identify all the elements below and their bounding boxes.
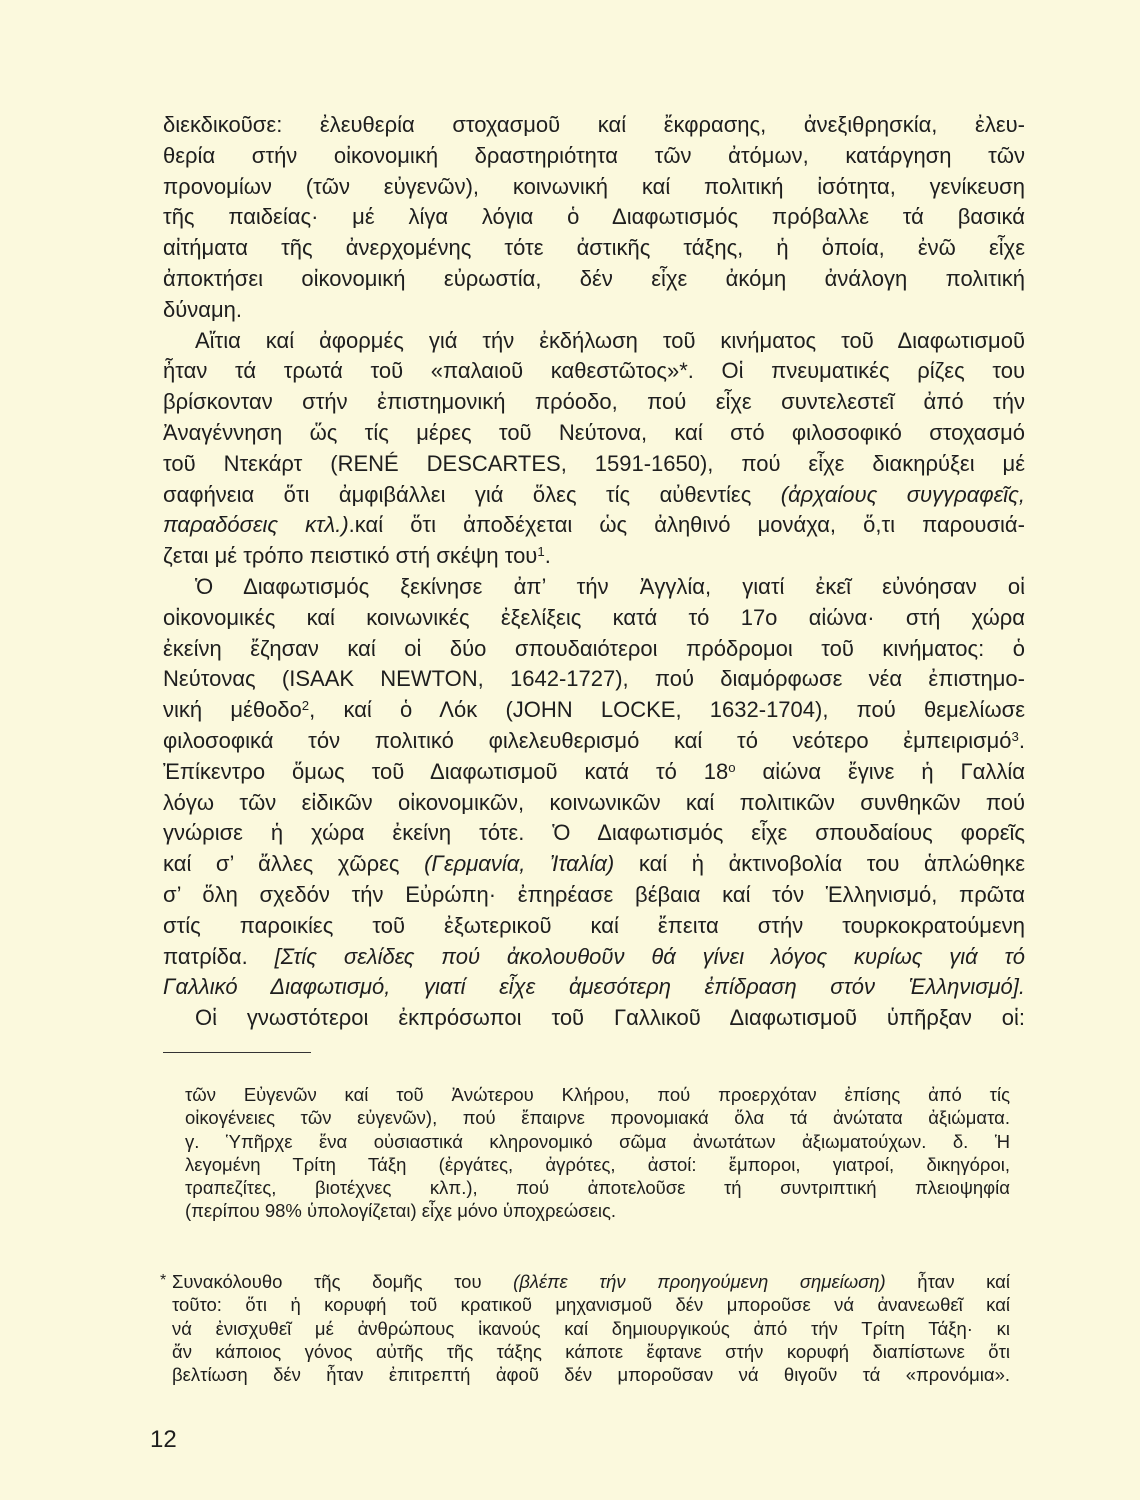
text-run: στίς παροικίες τοῦ ἐξωτερικοῦ καί ἔπειτα στήν τουρκοκρατούμενη xyxy=(163,912,1025,938)
text-line xyxy=(163,572,1025,603)
text-line xyxy=(172,1317,1010,1340)
text-run: βελτίωση δέν ἦταν ἐπιτρεπτή ἀφοῦ δέν μποροῦσαν νά θιγοῦν τά «προνόμια». xyxy=(172,1364,1010,1386)
text-line xyxy=(163,326,1025,357)
text-line xyxy=(163,449,1025,480)
footnote-asterisk xyxy=(172,1270,1010,1386)
paragraph xyxy=(163,326,1025,572)
text-line xyxy=(163,387,1025,418)
footnote-continued xyxy=(185,1083,1010,1223)
text-run: αἰτήματα τῆς ἀνερχομένης τότε ἀστικῆς τάξης, ἡ ὁποία, ἐνῶ εἶχε xyxy=(163,235,1025,261)
text-run: τῆς παιδείας· μέ λίγα λόγια ὁ Διαφωτισμός πρόβαλλε τά βασικά xyxy=(163,204,1025,230)
italic-run: (ἀρχαίους συγγραφεῖς, xyxy=(780,481,1025,507)
text-line xyxy=(163,541,1025,572)
text-run: προνομίων (τῶν εὐγενῶν), κοινωνική καί πολιτική ἰσότητα, γενίκευση xyxy=(163,173,1025,199)
paragraph xyxy=(163,110,1025,326)
text-line xyxy=(172,1340,1010,1363)
text-line xyxy=(163,233,1025,264)
text-line xyxy=(185,1176,1010,1199)
text-run: ἦταν τά τρωτά τοῦ «παλαιοῦ καθεστῶτος»*. Οἱ πνευματικές ρίζες του xyxy=(163,358,1025,384)
text-run: Συνακόλουθο τῆς δομῆς του xyxy=(172,1271,514,1292)
text-run: γ. Ὑπῆρχε ἕνα οὐσιαστικά κληρονομικό σῶμα ἀνωτάτων ἀξιωματούχων. δ. Ἡ xyxy=(185,1130,1010,1152)
page-number: 12 xyxy=(150,1426,177,1453)
footnote-reference: 3 xyxy=(1011,728,1019,744)
text-run: τοῦ Ντεκάρτ (RENÉ DESCARTES, 1591-1650), πού εἶχε διακηρύξει μέ xyxy=(163,450,1025,476)
text-run: οἰκογένειες τῶν εὐγενῶν), πού ἔπαιρνε προνομιακά ὅλα τά ἀνώτατα ἀξιώματα. xyxy=(185,1107,1010,1129)
text-line xyxy=(163,603,1025,634)
italic-run: [Στίς σελίδες πού ἀκολουθοῦν θά γίνει λόγος κυρίως γιά τό xyxy=(274,943,1025,969)
text-line xyxy=(163,911,1025,942)
text-run: σ’ ὅλη σχεδόν τήν Εὐρώπη· ἐπηρέασε βέβαια καί τόν Ἑλληνισμό, πρῶτα xyxy=(163,881,1025,907)
text-line xyxy=(163,510,1025,541)
text-run: Ἀναγέννηση ὥς τίς μέρες τοῦ Νεύτονα, καί στό φιλοσοφικό στοχασμό xyxy=(163,419,1025,445)
text-run: ἦταν καί xyxy=(885,1271,1010,1292)
text-line xyxy=(185,1199,1010,1222)
text-line xyxy=(163,818,1025,849)
text-line xyxy=(163,664,1025,695)
text-run: καί σ’ ἄλλες χῶρες xyxy=(163,851,425,877)
text-run: νά ἐνισχυθεῖ μέ ἀνθρώπους ἱκανούς καί δημιουργικούς ἀπό τήν Τρίτη Τάξη· κι xyxy=(172,1317,1010,1339)
footnote-reference: 2 xyxy=(301,697,310,713)
footnote-reference: o xyxy=(728,759,736,775)
text-line xyxy=(163,110,1025,141)
text-run: νική μέθοδο xyxy=(163,697,302,723)
text-run: λεγομένη Τρίτη Τάξη (ἐργάτες, ἀγρότες, ἀστοί: ἔμποροι, γιατροί, δικηγόροι, xyxy=(185,1153,1010,1175)
italic-run: (βλέπε τήν προηγούμενη σημείωση) xyxy=(513,1271,886,1292)
paragraph xyxy=(163,572,1025,1003)
text-run: Οἱ γνωστότεροι ἐκπρόσωποι τοῦ Γαλλικοῦ Διαφωτισμοῦ ὑπῆρξαν οἱ: xyxy=(195,1005,1025,1031)
text-run: τραπεζίτες, βιοτέχνες κλπ.), πού ἀποτελοῦσε τή συντριπτική πλειοψηφία xyxy=(185,1177,1010,1199)
text-line xyxy=(163,141,1025,172)
text-run: καί ἡ ἀκτινοβολία του ἁπλώθηκε xyxy=(614,851,1025,877)
text-run: τοῦτο: ὅτι ἡ κορυφή τοῦ κρατικοῦ μηχανισμοῦ δέν μποροῦσε νά ἀνανεωθεῖ καί xyxy=(172,1294,1010,1316)
text-line xyxy=(163,788,1025,819)
text-line xyxy=(163,264,1025,295)
text-run: βρίσκονταν στήν ἐπιστημονική πρόοδο, πού εἶχε συντελεστεῖ ἀπό τήν xyxy=(163,389,1025,415)
text-run: αἰώνα ἔγινε ἡ Γαλλία xyxy=(735,758,1025,784)
italic-run: (Γερμανία, Ἰταλία) xyxy=(424,851,615,877)
text-line xyxy=(163,757,1025,788)
paragraph xyxy=(163,1003,1025,1034)
text-run: ἐκείνη ἔζησαν καί οἱ δύο σπουδαιότεροι πρόδρομοι τοῦ κινήματος: ὁ xyxy=(163,635,1025,661)
text-line xyxy=(163,202,1025,233)
text-line xyxy=(163,880,1025,911)
text-line xyxy=(163,634,1025,665)
text-run: . xyxy=(1018,727,1025,753)
text-run: ἄν κάποιος γόνος αὐτῆς τῆς τάξης κάποτε ἔφτανε στήν κορυφή διαπίστωνε ὅτι xyxy=(172,1340,1010,1362)
text-line xyxy=(163,418,1025,449)
text-run: Ἐπίκεντρο ὅμως τοῦ Διαφωτισμοῦ κατά τό 18 xyxy=(163,758,729,784)
footnote-reference: 1 xyxy=(537,543,545,559)
text-line xyxy=(163,972,1025,1003)
text-line xyxy=(172,1293,1010,1316)
text-run: ζεται μέ τρόπο πειστικό στή σκέψη του xyxy=(163,543,538,569)
text-line xyxy=(163,726,1025,757)
text-line xyxy=(172,1363,1010,1386)
paragraph xyxy=(185,1083,1010,1223)
text-run: σαφήνεια ὅτι ἀμφιβάλλει γιά ὅλες τίς αὐθεντίες xyxy=(163,481,781,507)
text-line xyxy=(185,1106,1010,1129)
text-run: Νεύτονας (ISAAK NEWTON, 1642-1727), πού διαμόρφωσε νέα ἐπιστημο- xyxy=(163,666,1025,692)
text-run: , καί ὁ Λόκ (JOHN LOCKE, 1632-1704), πού θεμελίωσε xyxy=(309,697,1026,723)
text-run: γνώρισε ἡ χώρα ἐκείνη τότε. Ὁ Διαφωτισμός εἶχε σπουδαίους φορεῖς xyxy=(163,820,1025,846)
text-run: διεκδικοῦσε: ἐλευθερία στοχασμοῦ καί ἔκφρασης, ἀνεξιθρησκία, ἐλευ- xyxy=(163,112,1025,137)
italic-run: Γαλλικό Διαφωτισμό, γιατί εἶχε ἀμεσότερη ἐπίδραση στόν Ἑλληνισμό]. xyxy=(163,974,1025,1000)
text-line xyxy=(185,1083,1010,1106)
italic-run: παραδόσεις κτλ.) xyxy=(163,512,349,538)
text-run: . xyxy=(544,543,551,569)
text-run: θερία στήν οἰκονομική δραστηριότητα τῶν ἀτόμων, κατάργηση τῶν xyxy=(163,142,1025,168)
text-line xyxy=(163,172,1025,203)
text-run: (περίπου 98% ὑπολογίζεται) εἶχε μόνο ὑποχρεώσεις. xyxy=(185,1200,617,1222)
footnote-asterisk-marker: * xyxy=(160,1272,167,1289)
text-run: Ὁ Διαφωτισμός ξεκίνησε ἀπ’ τήν Ἀγγλία, γιατί ἐκεῖ εὐνόησαν οἱ xyxy=(195,573,1025,599)
text-line xyxy=(163,480,1025,511)
text-line xyxy=(163,695,1025,726)
footnote-divider xyxy=(163,1052,311,1053)
text-line xyxy=(163,356,1025,387)
text-run: λόγω τῶν εἰδικῶν οἰκονομικῶν, κοινωνικῶν καί πολιτικῶν συνθηκῶν πού xyxy=(163,789,1025,815)
text-run: δύναμη. xyxy=(163,296,243,322)
main-text xyxy=(163,110,1025,1034)
text-run: φιλοσοφικά τόν πολιτικό φιλελευθερισμό καί τό νεότερο ἐμπειρισμό xyxy=(163,727,1012,753)
text-run: οἰκονομικές καί κοινωνικές ἐξελίξεις κατά τό 17ο αἰώνα· στή χώρα xyxy=(163,604,1025,630)
text-run: πατρίδα. xyxy=(163,943,275,969)
text-line xyxy=(163,942,1025,973)
text-line xyxy=(172,1270,1010,1293)
paragraph xyxy=(172,1270,1010,1386)
text-run: .καί ὅτι ἀποδέχεται ὡς ἀληθινό μονάχα, ὅ,τι παρουσιά- xyxy=(348,512,1025,538)
text-line xyxy=(185,1130,1010,1153)
text-run: ἀποκτήσει οἰκονομική εὐρωστία, δέν εἶχε ἀκόμη ἀνάλογη πολιτική xyxy=(163,265,1025,291)
text-line xyxy=(163,295,1025,326)
text-run: τῶν Εὐγενῶν καί τοῦ Ἀνώτερου Κλήρου, πού προερχόταν ἐπίσης ἀπό τίς xyxy=(185,1084,1010,1105)
text-line xyxy=(163,1003,1025,1034)
text-line xyxy=(163,849,1025,880)
text-run: Αἴτια καί ἀφορμές γιά τήν ἐκδήλωση τοῦ κινήματος τοῦ Διαφωτισμοῦ xyxy=(195,327,1025,353)
text-line xyxy=(185,1153,1010,1176)
